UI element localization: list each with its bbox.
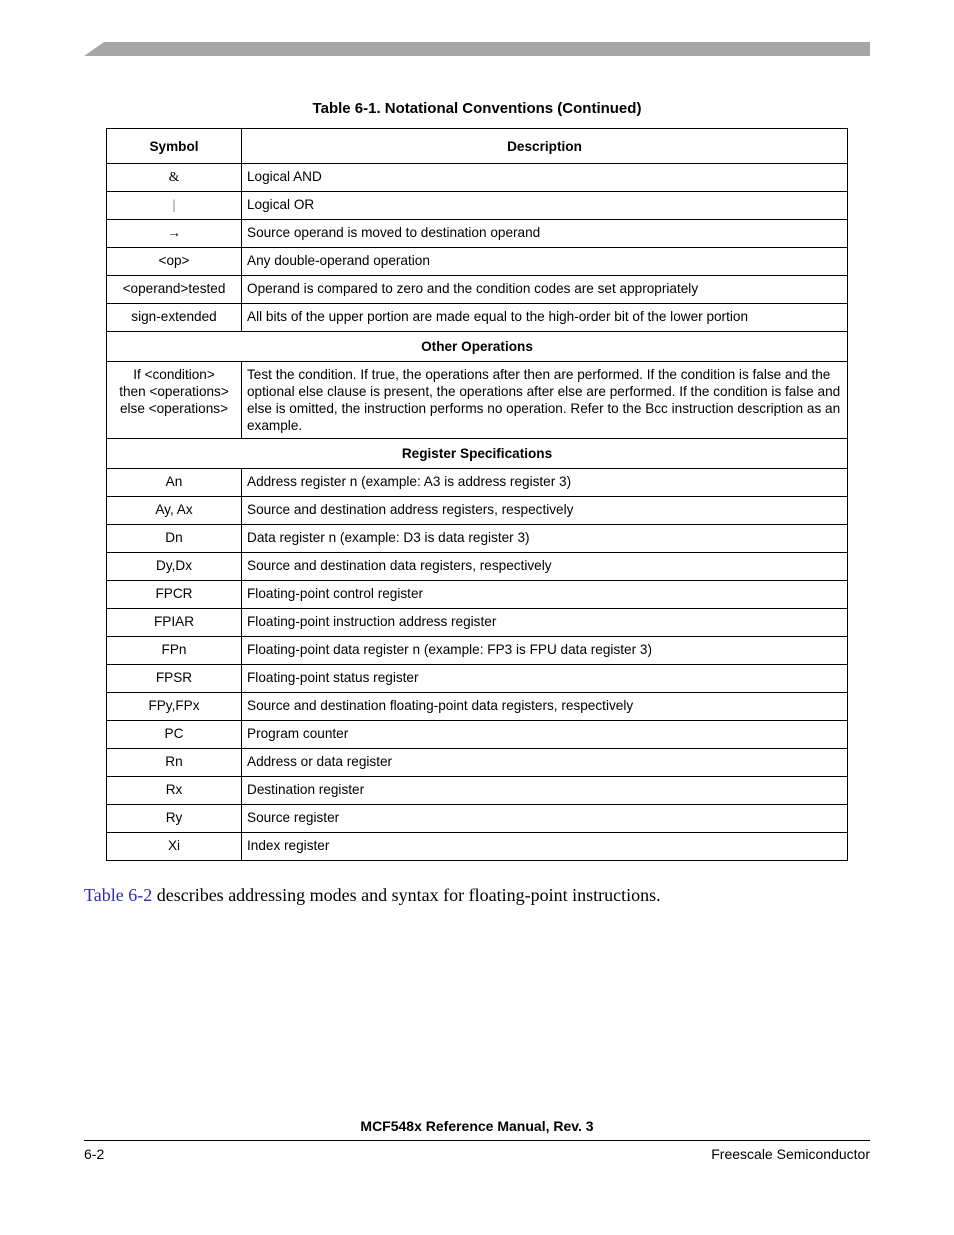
description-cell: All bits of the upper portion are made equal to the high-order bit of the lower portion xyxy=(242,304,848,332)
symbol-cell: Xi xyxy=(107,833,242,861)
table-row xyxy=(107,777,848,805)
section-other-operations: Other Operations xyxy=(107,332,848,362)
description-cell: Logical OR xyxy=(242,192,848,220)
page-number: 6-2 xyxy=(84,1146,105,1162)
symbol-cell: & xyxy=(107,164,242,192)
symbol-cell: | xyxy=(107,192,242,220)
body-paragraph xyxy=(84,885,661,906)
symbol-cell: sign-extended xyxy=(107,304,242,332)
description-cell: Source and destination floating-point data registers, respectively xyxy=(242,693,848,721)
table-row xyxy=(107,665,848,693)
description-cell: Data register n (example: D3 is data register 3) xyxy=(242,525,848,553)
symbol-cell: FPSR xyxy=(107,665,242,693)
description-cell: Floating-point data register n (example: FP3 is FPU data register 3) xyxy=(242,637,848,665)
symbol-column-header: Symbol xyxy=(107,129,242,164)
table-row xyxy=(107,248,848,276)
table-header-row xyxy=(107,129,848,164)
body-paragraph-text: describes addressing modes and syntax for floating-point instructions. xyxy=(152,885,661,905)
table-row xyxy=(107,805,848,833)
table-row xyxy=(107,497,848,525)
table-row xyxy=(107,693,848,721)
description-column-header: Description xyxy=(242,129,848,164)
symbol-cell: FPIAR xyxy=(107,609,242,637)
table-row xyxy=(107,164,848,192)
conventions-table xyxy=(106,128,848,861)
table-row xyxy=(107,721,848,749)
symbol-cell: Dy,Dx xyxy=(107,553,242,581)
symbol-cell: Rn xyxy=(107,749,242,777)
table-row xyxy=(107,553,848,581)
symbol-cell: <operand>tested xyxy=(107,276,242,304)
description-cell: Index register xyxy=(242,833,848,861)
footer-title: MCF548x Reference Manual, Rev. 3 xyxy=(360,1118,594,1134)
table-row xyxy=(107,525,848,553)
description-cell: Destination register xyxy=(242,777,848,805)
symbol-cell: Rx xyxy=(107,777,242,805)
description-cell: Source and destination data registers, respectively xyxy=(242,553,848,581)
symbol-cell: An xyxy=(107,469,242,497)
table-row xyxy=(107,192,848,220)
table-row xyxy=(107,469,848,497)
symbol-cell: FPCR xyxy=(107,581,242,609)
description-cell: Floating-point instruction address register xyxy=(242,609,848,637)
table-row xyxy=(107,220,848,248)
table-row xyxy=(107,362,848,439)
description-cell: Floating-point status register xyxy=(242,665,848,693)
symbol-cell: → xyxy=(107,220,242,248)
description-cell: Any double-operand operation xyxy=(242,248,848,276)
symbol-cell: FPy,FPx xyxy=(107,693,242,721)
description-cell: Source register xyxy=(242,805,848,833)
table-row xyxy=(107,749,848,777)
table-row xyxy=(107,609,848,637)
description-cell: Test the condition. If true, the operations after then are performed. If the condition is false and the optional else clause is present, the operations after else are performed. If the condition is false and else is omitted, the instruction performs no operation. Refer to the Bcc instruction description as an example. xyxy=(242,362,848,439)
section-register-specifications: Register Specifications xyxy=(107,439,848,469)
symbol-cell: Ry xyxy=(107,805,242,833)
description-cell: Floating-point control register xyxy=(242,581,848,609)
footer-company: Freescale Semiconductor xyxy=(711,1146,870,1162)
description-cell: Source and destination address registers, respectively xyxy=(242,497,848,525)
symbol-cell: <op> xyxy=(107,248,242,276)
table-row xyxy=(107,581,848,609)
symbol-cell: PC xyxy=(107,721,242,749)
table-row xyxy=(107,833,848,861)
section-header-row xyxy=(107,439,848,469)
description-cell: Logical AND xyxy=(242,164,848,192)
header-bar xyxy=(84,42,870,56)
symbol-cell: Dn xyxy=(107,525,242,553)
table-row xyxy=(107,304,848,332)
description-cell: Source operand is moved to destination operand xyxy=(242,220,848,248)
description-cell: Address register n (example: A3 is address register 3) xyxy=(242,469,848,497)
table-row xyxy=(107,276,848,304)
symbol-cell: Ay, Ax xyxy=(107,497,242,525)
footer-divider xyxy=(84,1140,870,1141)
description-cell: Program counter xyxy=(242,721,848,749)
table-6-2-link[interactable]: Table 6-2 xyxy=(84,885,153,905)
table-row xyxy=(107,637,848,665)
section-header-row xyxy=(107,332,848,362)
table-title: Table 6-1. Notational Conventions (Continued) xyxy=(312,100,642,117)
description-cell: Address or data register xyxy=(242,749,848,777)
description-cell: Operand is compared to zero and the condition codes are set appropriately xyxy=(242,276,848,304)
symbol-cell: FPn xyxy=(107,637,242,665)
symbol-cell: If <condition> then <operations> else <operations> xyxy=(107,362,242,439)
